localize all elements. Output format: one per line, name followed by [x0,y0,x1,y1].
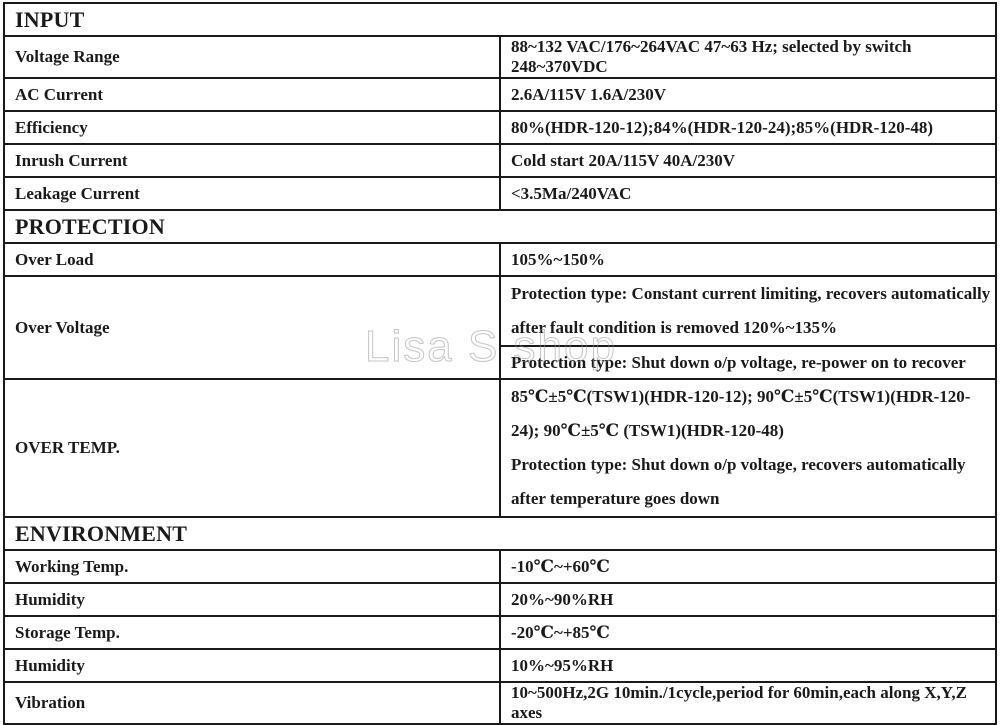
section-title-environment: ENVIRONMENT [4,517,996,550]
shop-watermark: Lisa S shop [365,322,617,371]
row-value [500,379,996,517]
table-row [4,550,996,583]
table-row [4,243,996,276]
row-value: 2.6A/115V 1.6A/230V [500,78,996,111]
row-label: Humidity [4,649,500,682]
row-value: Protection type: Constant current limiting, recovers automatically after fault condition is removed 120%~135% [500,276,996,346]
row-label: AC Current [4,78,500,111]
row-label: Voltage Range [4,36,500,78]
table-row [4,379,996,517]
row-value: -10℃~+60℃ [500,550,996,583]
row-label: Efficiency [4,111,500,144]
table-row [4,177,996,210]
row-label: Over Voltage [4,276,500,379]
row-label: Storage Temp. [4,616,500,649]
row-value: Cold start 20A/115V 40A/230V [500,144,996,177]
row-value: 88~132 VAC/176~264VAC 47~63 Hz; selected by switch 248~370VDC [500,36,996,78]
table-row [4,78,996,111]
row-label: OVER TEMP. [4,379,500,517]
row-value: 105%~150% [500,243,996,276]
section-header-row [4,3,996,36]
table-row [4,616,996,649]
section-title-input: INPUT [4,3,996,36]
row-label: Vibration [4,682,500,724]
table-row [4,276,996,346]
row-value: <3.5Ma/240VAC [500,177,996,210]
table-row [4,144,996,177]
table-row [4,682,996,724]
section-title-protection: PROTECTION [4,210,996,243]
table-row [4,36,996,78]
row-value: 10%~95%RH [500,649,996,682]
row-value: 10~500Hz,2G 10min./1cycle,period for 60min,each along X,Y,Z axes [500,682,996,724]
spec-sheet [3,2,997,725]
over-temp-protection-type: Protection type: Shut down o/p voltage, recovers automatically after temperature goes down [511,455,966,508]
row-value: -20℃~+85℃ [500,616,996,649]
table-row [4,583,996,616]
row-value: 80%(HDR-120-12);84%(HDR-120-24);85%(HDR-120-48) [500,111,996,144]
section-header-row [4,210,996,243]
row-label: Humidity [4,583,500,616]
over-temp-thresholds: 85℃±5℃(TSW1)(HDR-120-12); 90℃±5℃(TSW1)(HDR-120-24); 90℃±5℃ (TSW1)(HDR-120-48) [511,387,971,440]
section-header-row [4,517,996,550]
spec-table [3,2,997,725]
row-label: Leakage Current [4,177,500,210]
row-label: Working Temp. [4,550,500,583]
table-row [4,111,996,144]
row-label: Inrush Current [4,144,500,177]
table-row [4,649,996,682]
row-value: 20%~90%RH [500,583,996,616]
row-value: Protection type: Shut down o/p voltage, re-power on to recover [500,346,996,379]
row-label: Over Load [4,243,500,276]
